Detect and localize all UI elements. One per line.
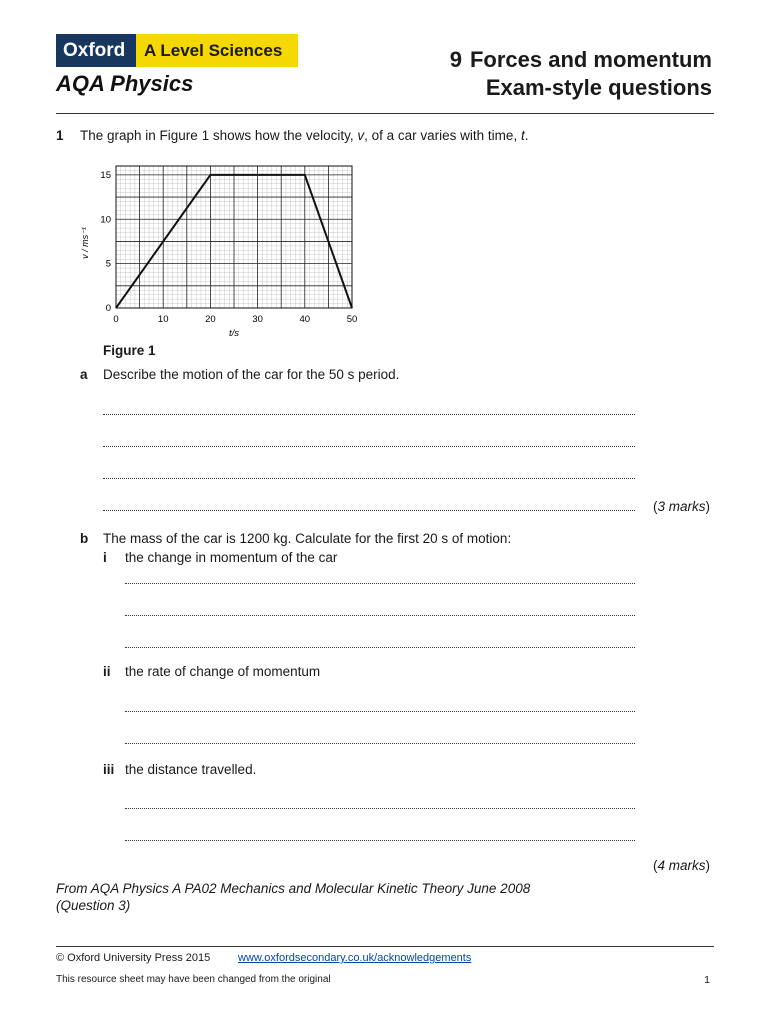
y-tick-label: 0 bbox=[105, 303, 111, 314]
part-a-marks: (3 marks) bbox=[652, 499, 710, 514]
part-b-label: b bbox=[80, 531, 89, 546]
graph-svg bbox=[72, 158, 372, 338]
part-b-marks: (4 marks) bbox=[652, 858, 710, 873]
answer-line[interactable] bbox=[125, 808, 635, 809]
answer-line[interactable] bbox=[125, 840, 635, 841]
stem-text-3: . bbox=[524, 128, 529, 143]
part-bii-text: the rate of change of momentum bbox=[125, 664, 321, 679]
header-divider bbox=[56, 113, 714, 114]
page-number: 1 bbox=[704, 974, 710, 986]
answer-line[interactable] bbox=[125, 583, 635, 584]
source-line-1: From AQA Physics A PA02 Mechanics and Molecular Kinetic Theory June 2008 bbox=[56, 881, 531, 896]
x-tick-label: 30 bbox=[252, 314, 263, 325]
answer-line[interactable] bbox=[103, 510, 635, 511]
stem-text-1: The graph in Figure 1 shows how the velocity, bbox=[80, 128, 358, 143]
x-axis-label: t/s bbox=[228, 328, 240, 338]
chapter-heading bbox=[450, 46, 712, 102]
section-title: Exam-style questions bbox=[485, 75, 712, 100]
part-bii-label: ii bbox=[103, 664, 111, 679]
answer-line[interactable] bbox=[125, 711, 635, 712]
publisher-logo bbox=[56, 34, 298, 67]
footer-divider bbox=[56, 946, 714, 947]
velocity-time-graph bbox=[72, 158, 372, 343]
brand-oxford: Oxford bbox=[56, 34, 136, 67]
part-a-label: a bbox=[80, 367, 88, 382]
part-a-text: Describe the motion of the car for the 50 s period. bbox=[103, 367, 400, 382]
question-source bbox=[56, 880, 616, 914]
footer-copyright: © Oxford University Press 2015 bbox=[56, 952, 211, 964]
part-biii-label: iii bbox=[103, 762, 115, 777]
var-t: t bbox=[520, 128, 525, 143]
x-tick-label: 0 bbox=[113, 314, 119, 325]
y-tick-label: 15 bbox=[100, 169, 111, 181]
answer-line[interactable] bbox=[103, 414, 635, 415]
footer-note: This resource sheet may have been changed from the original bbox=[56, 974, 331, 985]
part-b-marks-text: 4 marks bbox=[657, 858, 706, 873]
x-tick-label: 40 bbox=[299, 314, 311, 325]
answer-line[interactable] bbox=[125, 647, 635, 648]
answer-line[interactable] bbox=[103, 478, 635, 479]
answer-line[interactable] bbox=[125, 615, 635, 616]
brand-series: A Level Sciences bbox=[136, 34, 298, 67]
x-tick-label: 20 bbox=[205, 314, 216, 325]
figure-caption: Figure 1 bbox=[103, 343, 156, 358]
stem-text-2: , of a car varies with time, bbox=[364, 128, 521, 143]
part-biii-text: the distance travelled. bbox=[125, 762, 257, 777]
chapter-number: 9 bbox=[449, 47, 462, 72]
x-tick-label: 50 bbox=[346, 314, 358, 325]
question-number: 1 bbox=[56, 128, 64, 143]
acknowledgements-link[interactable]: www.oxfordsecondary.co.uk/acknowledgements bbox=[238, 952, 472, 964]
answer-line[interactable] bbox=[125, 743, 635, 744]
var-v: v bbox=[357, 128, 365, 143]
part-bi-label: i bbox=[103, 550, 107, 565]
chapter-title: Forces and momentum bbox=[469, 47, 712, 72]
part-bi-text: the change in momentum of the car bbox=[125, 550, 338, 565]
answer-line[interactable] bbox=[103, 446, 635, 447]
y-axis-label: v / ms⁻¹ bbox=[80, 227, 90, 259]
source-line-2: (Question 3) bbox=[56, 898, 131, 913]
subject-title: AQA Physics bbox=[56, 71, 194, 96]
y-tick-label: 10 bbox=[100, 214, 111, 226]
part-a-marks-text: 3 marks bbox=[657, 499, 706, 514]
question-stem bbox=[80, 128, 528, 143]
part-b-text: The mass of the car is 1200 kg. Calculate for the first 20 s of motion: bbox=[103, 531, 512, 546]
y-tick-label: 5 bbox=[105, 258, 111, 270]
x-tick-label: 10 bbox=[157, 314, 169, 325]
